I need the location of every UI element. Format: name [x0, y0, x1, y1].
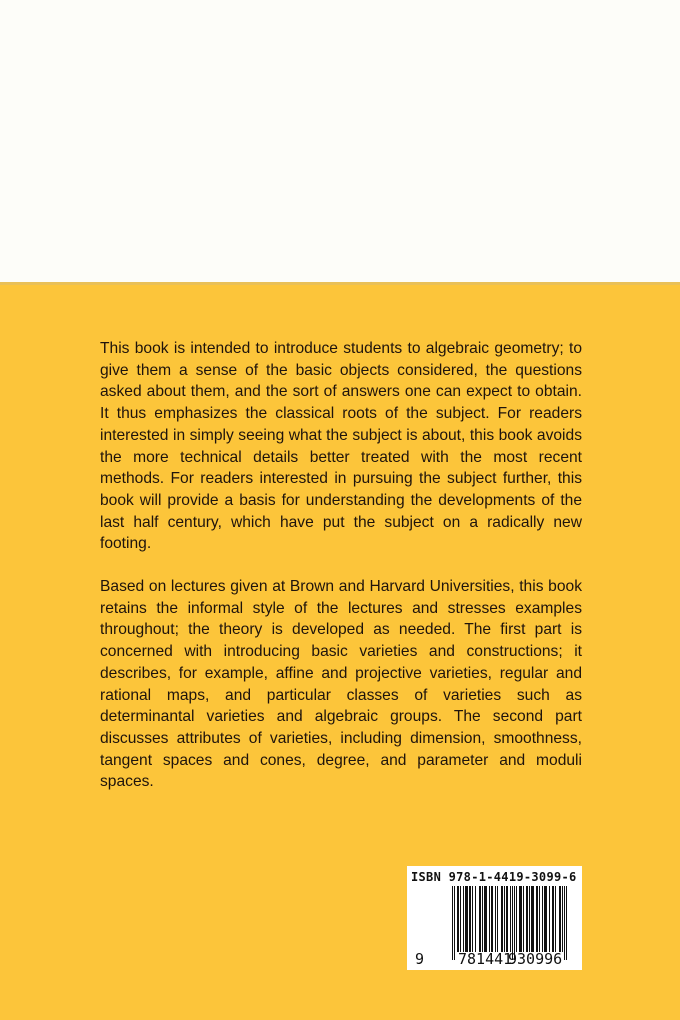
ean-left-group: 781441 [458, 950, 513, 968]
isbn-label: ISBN 978-1-4419-3099-6 [411, 870, 577, 884]
ean-first-digit: 9 [415, 950, 425, 968]
blank-top-area [0, 0, 680, 282]
isbn-barcode [407, 866, 582, 970]
blurb-paragraph-2: Based on lectures given at Brown and Harvard Universities, this book retains the informal style of the lectures and stresses examples throughout; the theory is developed as needed. The first part is concerned with introducing basic varieties and constructions; it describes, for example, affine and projective varieties, regular and rational maps, and particular classes of varieties such as determinantal varieties and algebraic groups. The second part discusses attributes of varieties, including dimension, smoothness, tangent spaces and cones, degree, and parameter and moduli spaces. [100, 578, 582, 791]
barcode-bars [452, 886, 567, 952]
blurb-paragraph-1: This book is intended to introduce students to algebraic geometry; to give them a sense of the basic objects considered, the questions asked about them, and the sort of answers one can expect to obtain. It thus emphasizes the classical roots of the subject. For readers interested in simply seeing what the subject is about, this book avoids the more technical details better treated with the most recent methods. For readers interested in pursuing the subject further, this book will provide a basis for understanding the developments of the last half century, which have put the subject on a radically new footing. [100, 340, 582, 553]
back-cover-blurb [100, 338, 582, 814]
ean-right-group: 930996 [508, 950, 563, 968]
